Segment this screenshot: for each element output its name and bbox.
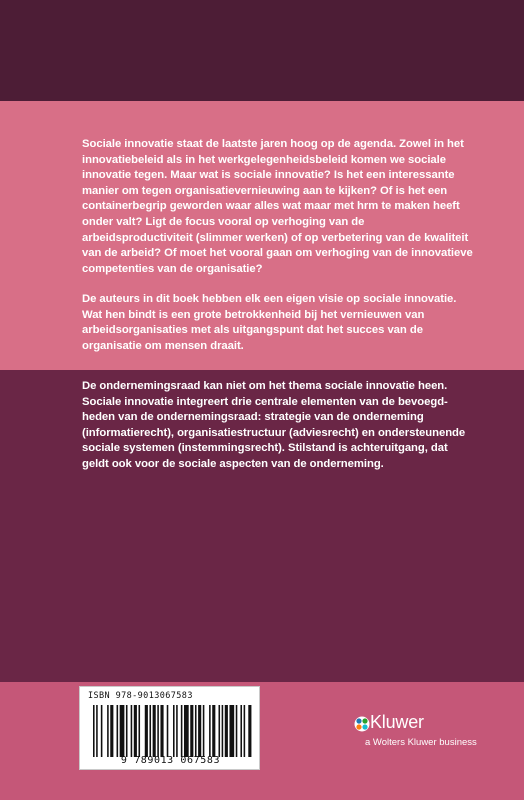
barcode-bar — [190, 705, 193, 757]
barcode-bar — [248, 705, 251, 757]
isbn-label: ISBN 978-9013067583 — [88, 691, 193, 701]
barcode-bar — [107, 705, 109, 757]
barcode-bar — [167, 705, 169, 757]
barcode-bar — [181, 705, 183, 757]
blurb-paragraph-works-council: De ondernemingsraad kan niet om het thema sociale innovatie heen. Sociale innovatie integreert drie centrale elementen van de bevoegdheden van de ondernemingsraad: strategie van de onderneming (informatierecht), organisatiestructuur (adviesrecht) en ondersteunende sociale systemen (instemmingsrecht). Stilstand is achteruitgang, dat geldt ook voor de sociale aspecten van de onderneming. — [82, 380, 466, 470]
barcode-bar — [120, 705, 125, 757]
barcode-bar — [145, 705, 148, 757]
barcode-bar — [149, 705, 151, 757]
barcode-bar — [176, 705, 178, 757]
barcode-bar — [244, 705, 246, 757]
barcode-bar — [101, 705, 103, 757]
barcode-bar — [240, 705, 242, 757]
barcode-bar — [160, 705, 163, 757]
barcode-bar — [212, 705, 215, 757]
barcode-bar — [236, 705, 238, 757]
barcode-bar — [222, 705, 224, 757]
publisher-tagline: a Wolters Kluwer business — [365, 737, 477, 748]
barcode-bar — [229, 705, 234, 757]
publisher-name: Kluwer — [370, 712, 424, 732]
barcode-bar — [138, 705, 140, 757]
barcode-bar — [117, 705, 119, 757]
barcode-bar — [203, 705, 205, 757]
barcode-bar — [110, 705, 113, 757]
barcode-bar — [153, 705, 156, 757]
blurb-paragraph-intro: Sociale innovatie staat de laatste jaren hoog op de agenda. Zowel in het innovatiebeleid als in het werkgelegenheidsbeleid komen we sociale innovatie tegen. Maar wat is sociale innovatie? Is het een interessante manier om tegen organisatievernieuwing aan te kijken? Of is het een containerbegrip geworden waar alles wat maar met hrm te maken heeft onder valt? Ligt de focus vooral op verhoging van de arbeidsproductiviteit (slimmer werken) of op verbetering van de kwaliteit van de arbeid? Of moet het vooral gaan om verhoging van de innovatieve competenties van de organisatie? — [82, 138, 473, 275]
barcode-bar — [195, 705, 197, 757]
barcode-bar — [184, 705, 189, 757]
top-color-band — [0, 0, 524, 101]
barcode-bar — [225, 705, 228, 757]
barcode-bar — [131, 705, 133, 757]
barcode-bar — [126, 705, 128, 757]
barcode-bar — [198, 705, 201, 757]
barcode-bars — [93, 705, 253, 757]
blurb-paragraph-authors: De auteurs in dit boek hebben elk een eigen visie op sociale innovatie. Wat hen bindt is een grote betrokkenheid bij het vernieuwen van arbeidsorganisaties met als uitgangspunt dat het succes van de organisatie om mensen draait. — [82, 293, 457, 352]
barcode-bar — [96, 705, 98, 757]
barcode-bar — [173, 705, 175, 757]
publisher-logo — [354, 709, 524, 759]
barcode-digits: 9 789013 067583 — [120, 755, 221, 766]
isbn-barcode — [79, 686, 260, 770]
barcode-bar — [93, 705, 95, 757]
barcode-bar — [218, 705, 220, 757]
barcode-bar — [134, 705, 137, 757]
barcode-bar — [209, 705, 211, 757]
wolters-kluwer-globe-icon — [354, 716, 370, 732]
barcode-bar — [157, 705, 159, 757]
